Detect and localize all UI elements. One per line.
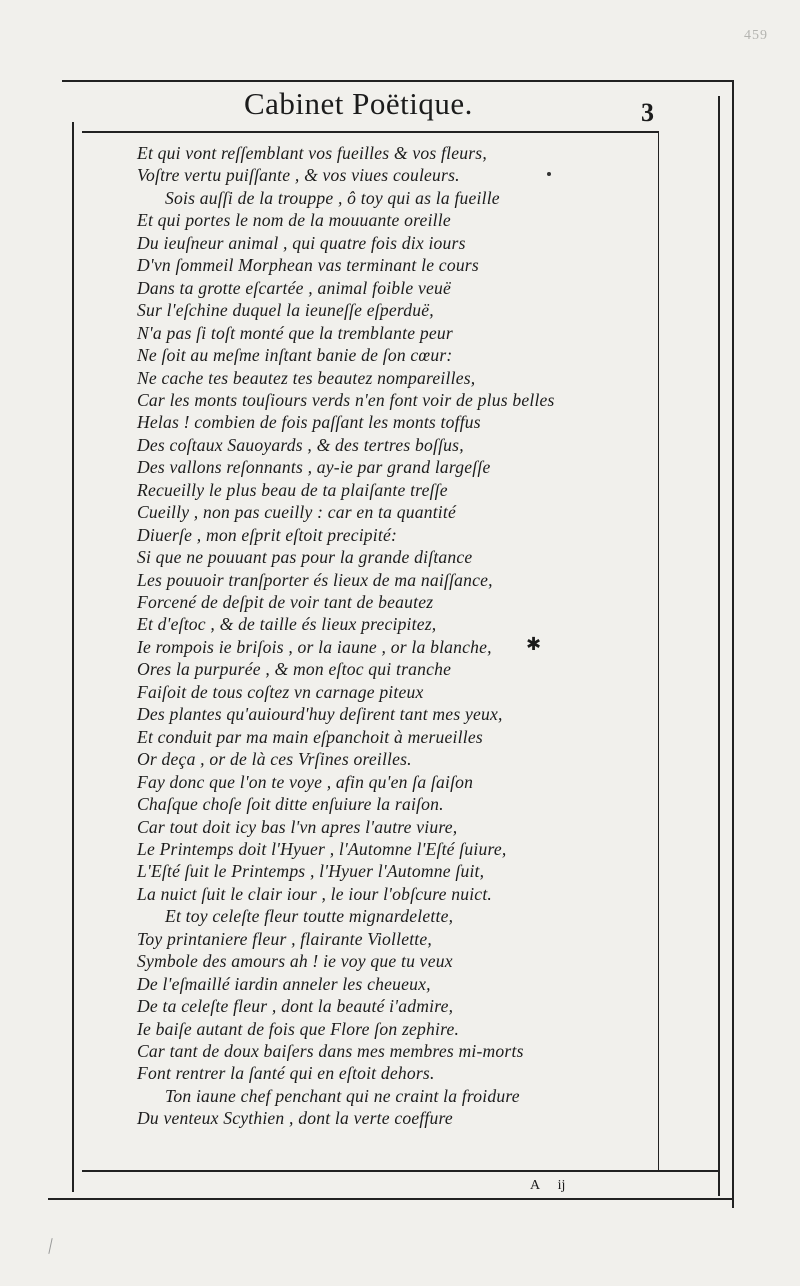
poem-line: Dans ta grotte eſcartée , animal foible veuë xyxy=(137,277,452,298)
poem-line: La nuict ſuit le clair iour , le iour l'obſcure nuict. xyxy=(137,883,493,904)
poem-line: Ie baiſe autant de fois que Flore ſon zephire. xyxy=(137,1018,460,1039)
ink-dot-mark xyxy=(547,172,551,176)
poem-line: De ta celeſte fleur , dont la beauté i'admire, xyxy=(137,996,454,1017)
poem-line: Sois auſſi de la trouppe , ô toy qui as la fueille xyxy=(165,187,500,208)
poem-line: Chaſque choſe ſoit ditte enſuiure la raiſon. xyxy=(137,794,444,815)
poem-line: Fay donc que l'on te voye , afin qu'en ſa ſaiſon xyxy=(137,771,474,792)
poem-line: Cueilly , non pas cueilly : car en ta quantité xyxy=(137,502,456,523)
poem-line: Toy printaniere fleur , flairante Viollette, xyxy=(137,928,432,949)
poem-line: Du venteux Scythien , dont la verte coeffure xyxy=(137,1108,453,1129)
manuscript-number: 459 xyxy=(744,28,768,43)
poem-line: Font rentrer la ſanté qui en eſtoit dehors. xyxy=(137,1063,435,1084)
signature-numeral: ij xyxy=(557,1178,566,1193)
poem-line: Ne cache tes beautez tes beautez nompareilles, xyxy=(137,367,476,388)
poem-line: Et d'eſtoc , & de taille és lieux precipitez, xyxy=(137,614,437,635)
poem-line: Le Printemps doit l'Hyuer , l'Automne l'Eſté ſuiure, xyxy=(137,838,507,859)
poem-line: L'Eſté ſuit le Printemps , l'Hyuer l'Automne ſuit, xyxy=(137,861,485,882)
printer-signature xyxy=(530,1178,579,1194)
poem-line: Ie rompois ie briſois , or la iaune , or la blanche, xyxy=(137,636,492,657)
poem-line: Les pouuoir tranſporter és lieux de ma naiſſance, xyxy=(137,569,493,590)
poem-line: De l'eſmaillé iardin anneler les cheueux, xyxy=(137,973,431,994)
poem-line: Et conduit par ma main eſpanchoit à merueilles xyxy=(137,726,483,747)
poem-line: Et toy celeſte fleur toutte mignardelette, xyxy=(165,906,454,927)
poem-line: Voſtre vertu puiſſante , & vos viues couleurs. xyxy=(137,165,460,186)
folio-number: 3 xyxy=(641,98,654,127)
poem-line: Car les monts touſiours verds n'en font voir de plus belles xyxy=(137,389,555,410)
poem-line: Faiſoit de tous coſtez vn carnage piteux xyxy=(137,681,424,702)
poem-line: Ores la purpurée , & mon eſtoc qui tranche xyxy=(137,659,452,680)
signature-letter: A xyxy=(530,1178,541,1193)
printer-ornament-icon: ✱ xyxy=(526,634,542,655)
poem-line: Si que ne pouuant pas pour la grande diſtance xyxy=(137,547,473,568)
poem-line: Car tout doit icy bas l'vn apres l'autre viure, xyxy=(137,816,458,837)
margin-pencil-mark xyxy=(48,1238,52,1254)
poem-line: Du ieuſneur animal , qui quatre fois dix iours xyxy=(137,232,466,253)
poem-line: Car tant de doux baiſers dans mes membres mi-morts xyxy=(137,1041,524,1061)
poem-line: Forcené de deſpit de voir tant de beautez xyxy=(137,592,434,612)
poem-line: N'a pas ſi toſt monté que la tremblante peur xyxy=(137,322,453,343)
poem-line: Ne ſoit au meſme inſtant banie de ſon cœur: xyxy=(137,345,453,366)
poem-line: Des coſtaux Sauoyards , & des tertres boſſus, xyxy=(137,434,464,455)
poem-line: Symbole des amours ah ! ie voy que tu veux xyxy=(137,951,453,972)
poem-line: Et qui portes le nom de la mouuante oreille xyxy=(137,210,451,231)
poem-line: Or deça , or de là ces Vrſines oreilles. xyxy=(137,749,412,770)
poem-line: Helas ! combien de fois paſſant les monts toffus xyxy=(137,412,481,433)
poem-line: Des vallons reſonnants , ay-ie par grand largeſſe xyxy=(137,457,491,478)
poem-line: Sur l'eſchine duquel la ieuneſſe eſperduë, xyxy=(137,300,434,321)
poem-line: Diuerſe , mon eſprit eſtoit precipité: xyxy=(137,524,398,545)
poem-line: Et qui vont reſſemblant vos fueilles & vos fleurs, xyxy=(137,143,487,163)
poem-line: Recueilly le plus beau de ta plaiſante treſſe xyxy=(137,479,448,500)
poem-line: Ton iaune chef penchant qui ne craint la froidure xyxy=(165,1085,520,1106)
poem-line: D'vn ſommeil Morphean vas terminant le cours xyxy=(137,255,479,276)
poem-line: Des plantes qu'auiourd'huy deſirent tant mes yeux, xyxy=(137,704,503,725)
running-header-title: Cabinet Poëtique. xyxy=(244,86,473,121)
